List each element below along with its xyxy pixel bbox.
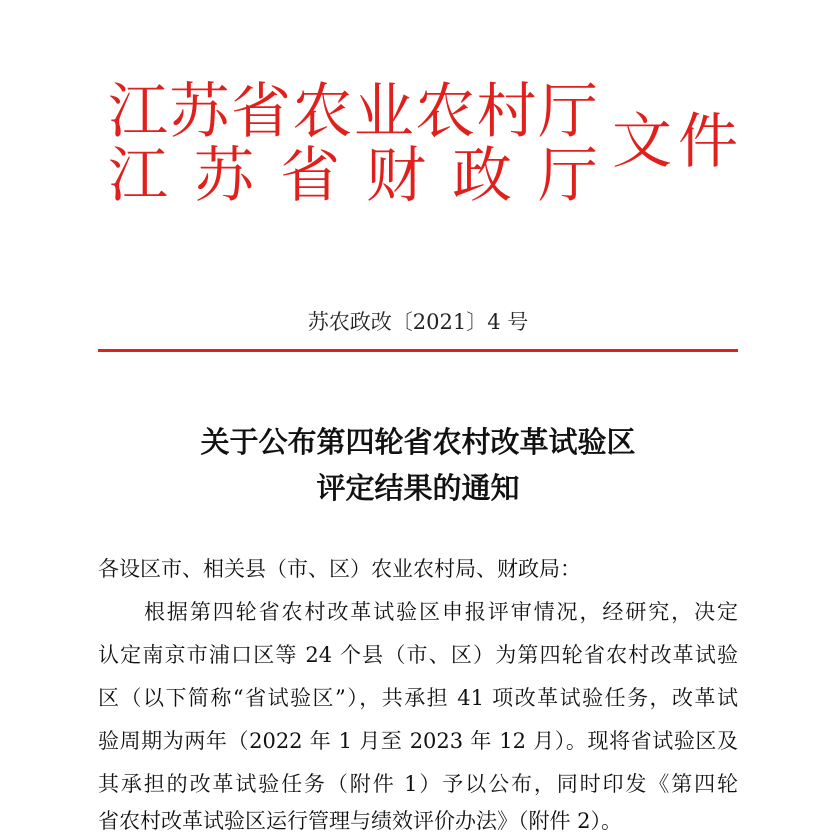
paragraph-line: 根据第四轮省农村改革试验区申报评审情况，经研究，决定 <box>144 600 738 624</box>
paragraph-line: 其承担的改革试验任务（附件 1）予以公布，同时印发《第四轮 <box>98 772 738 796</box>
masthead-issuer-finance <box>108 141 598 211</box>
masthead-char: 业 <box>353 77 414 147</box>
paragraph-line: 区（以下简称“省试验区”），共承担 41 项改革试验任务，改革试 <box>98 686 738 710</box>
masthead-char: 厅 <box>537 77 598 147</box>
masthead-char: 省 <box>230 77 291 147</box>
paragraph-line: 认定南京市浦口区等 24 个县（市、区）为第四轮省农村改革试验 <box>98 643 738 667</box>
masthead-char: 苏 <box>194 141 254 211</box>
masthead-char: 村 <box>476 77 537 147</box>
masthead-char: 农 <box>292 77 353 147</box>
document-number: 苏农政改〔2021〕4 号 <box>307 310 529 334</box>
paragraph-line: 省农村改革试验区运行管理与绩效评价办法》（附件 2）。 <box>98 809 623 833</box>
salutation: 各设区市、相关县（市、区）农业农村局、财政局： <box>98 557 581 581</box>
masthead-suffix: 文件 <box>612 107 744 177</box>
masthead-char: 江 <box>108 77 168 147</box>
masthead-char: 农 <box>415 77 476 147</box>
masthead-char: 财 <box>366 141 426 211</box>
paragraph-line: 验周期为两年（2022 年 1 月至 2023 年 12 月）。现将省试验区及 <box>98 729 738 753</box>
masthead-char: 苏 <box>169 77 230 147</box>
document-title-line-1: 关于公布第四轮省农村改革试验区 <box>200 425 636 459</box>
masthead-char: 政 <box>452 141 512 211</box>
masthead-char: 厅 <box>538 141 598 211</box>
masthead-char: 省 <box>280 141 340 211</box>
masthead-issuer-agriculture <box>108 77 598 147</box>
masthead-char: 江 <box>108 141 168 211</box>
document-title-line-2: 评定结果的通知 <box>316 471 520 505</box>
red-divider-line <box>98 349 738 352</box>
